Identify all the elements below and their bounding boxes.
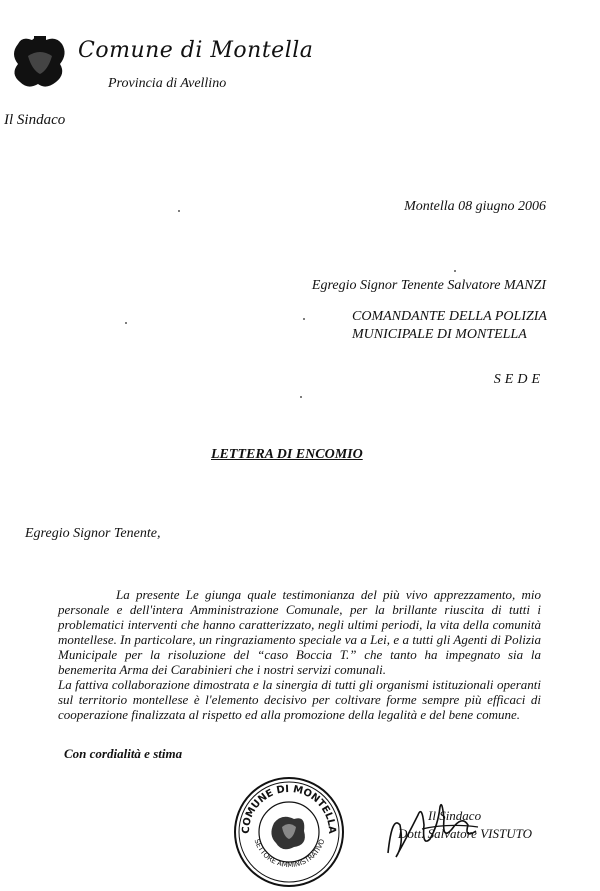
recipient-role xyxy=(352,308,547,344)
signatory-name: Dott. Salvatore VISTUTO xyxy=(398,826,532,841)
role-line: COMANDANTE DELLA POLIZIA xyxy=(352,309,547,324)
scan-speck xyxy=(125,322,127,324)
seal-outer-text: COMUNE DI MONTELLA xyxy=(240,783,338,835)
scan-speck xyxy=(303,318,305,320)
provincia-subtitle: Provincia di Avellino xyxy=(108,76,227,91)
comune-title: Comune di Montella xyxy=(78,38,314,63)
signatory-role: Il Sindaco xyxy=(428,808,482,823)
sede-label: SEDE xyxy=(493,372,544,387)
salutation: Egregio Signor Tenente, xyxy=(25,526,161,541)
seal-inner-text: SETTORE AMMINISTRATIVO xyxy=(252,838,327,870)
office-label: Il Sindaco xyxy=(4,112,66,128)
municipal-crest-icon xyxy=(8,34,72,90)
scan-speck xyxy=(300,396,302,398)
letter-date: Montella 08 giugno 2006 xyxy=(404,199,546,214)
official-seal-icon xyxy=(232,775,347,890)
letter-subject: LETTERA DI ENCOMIO xyxy=(211,447,363,462)
recipient-line: Egregio Signor Tenente Salvatore MANZI xyxy=(311,278,546,293)
role-line: MUNICIPALE DI MONTELLA xyxy=(352,327,527,342)
closing-line: Con cordialità e stima xyxy=(64,746,183,761)
letter-body xyxy=(58,587,541,722)
scan-speck xyxy=(454,270,456,272)
body-paragraph: La presente Le giunga quale testimonianza del più vivo apprezzamento, mio personale e dell'intera Amministrazione Comunale, per la brillante riuscita di tutti i problematici interventi che hanno caratterizzato, negli ultimi periodi, la vita della comunità montellese. In particolare, un ringraziamento speciale va a Lei, e a tutti gli Agenti di Polizia Municipale per la risoluzione del “caso Boccia T.” che tanto ha impegnato sia la benemerita Arma dei Carabinieri che i nostri servizi comunali. xyxy=(58,587,541,677)
body-paragraph: La fattiva collaborazione dimostrata e la sinergia di tutti gli organismi istituzionali operanti sul territorio montellese è l'elemento decisivo per coltivare forme sempre più efficaci di cooperazione finalizzata al rispetto ed alla promozione della legalità e del bene comune. xyxy=(58,677,541,722)
scan-speck xyxy=(178,210,180,212)
